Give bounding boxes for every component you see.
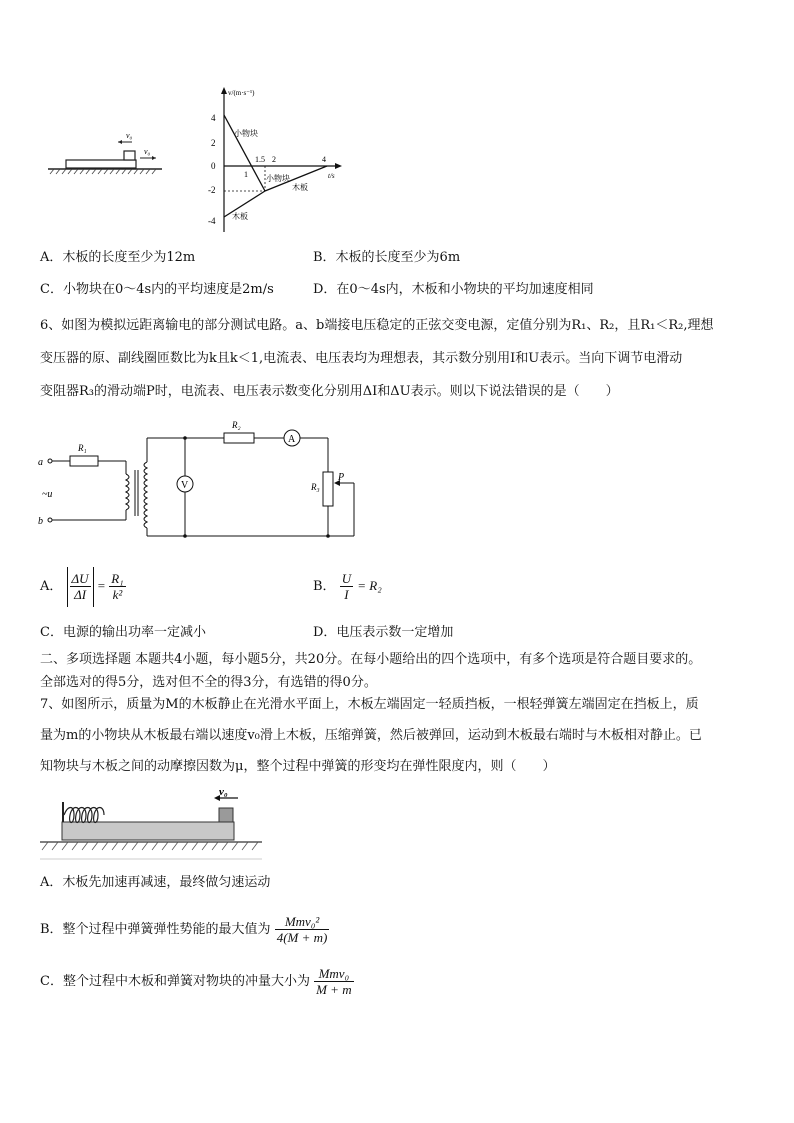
section2-line2: 全部选对的得5分，选对但不全的得3分，有选错的得0分。 bbox=[40, 675, 377, 690]
q6-option-a: A． $\frac{\Delta U}{\Delta I}$ = $\frac{\text{R₁}}{\text{k²}}$ bbox=[40, 566, 126, 606]
q5-option-d: D．在0～4s内，木板和小物块的平均加速度相同 bbox=[313, 282, 594, 297]
q7-option-b: B．整个过程中弹簧弹性势能的最大值为 $\frac{\text{Mmv₀²}}{4(M + m)}$ bbox=[40, 914, 328, 945]
q5-option-b: B．木板的长度至少为6m bbox=[313, 250, 461, 265]
y-tick-2: 2 bbox=[211, 138, 216, 148]
small-block bbox=[124, 151, 135, 160]
label-board-lower: 木板 bbox=[232, 212, 248, 221]
voltmeter-label: V bbox=[181, 480, 189, 491]
block-line bbox=[224, 115, 265, 191]
slider-p-label: P bbox=[338, 472, 345, 483]
q6-stem-line3: 变阻器R₃的滑动端P时，电流表、电压表示数变化分别用ΔI和ΔU表示。则以下说法错误的是（ ） bbox=[40, 384, 619, 399]
label-block-upper: 小物块 bbox=[234, 129, 258, 138]
y-tick-0: 0 bbox=[211, 161, 216, 171]
x-tick-1: 1 bbox=[244, 170, 248, 179]
q7-stem-line1: 7、如图所示，质量为M的木板静止在光滑水平面上，木板左端固定一轻质挡板，一根轻弹簧左端固定在挡板上，质 bbox=[40, 697, 699, 712]
rheostat-r3 bbox=[323, 472, 333, 506]
resistor-r2 bbox=[224, 433, 254, 443]
v0-label: v₀ bbox=[219, 786, 228, 798]
q5-option-a: A．木板的长度至少为12m bbox=[40, 250, 196, 265]
q7-stem-line3: 知物块与木板之间的动摩擦因数为μ，整个过程中弹簧的形变均在弹性限度内，则（ ） bbox=[40, 759, 556, 774]
q6-option-d: D．电压表示数一定增加 bbox=[313, 625, 454, 640]
q7-option-c: C．整个过程中木板和弹簧对物块的冲量大小为 $\frac{\text{Mmv₀}}{M + m}$ bbox=[40, 966, 352, 997]
spring bbox=[64, 808, 104, 823]
x-tick-4: 4 bbox=[322, 155, 326, 164]
q7-option-a: A．木板先加速再减速，最终做匀速运动 bbox=[40, 875, 271, 890]
source-label: ~u bbox=[42, 489, 53, 500]
x-axis-label: t/s bbox=[328, 172, 335, 180]
r2-label: R₂ bbox=[232, 420, 241, 430]
y-axis-label: v/(m·s⁻¹) bbox=[228, 89, 255, 97]
v0-board-label: v₀ bbox=[144, 147, 151, 156]
y-tick-4: 4 bbox=[211, 113, 216, 123]
board-with-spring bbox=[62, 822, 234, 840]
v0-block-label: v₀ bbox=[126, 131, 133, 140]
terminal-a: a bbox=[38, 457, 43, 468]
board-block-figure bbox=[40, 120, 170, 180]
x-tick-1-5: 1.5 bbox=[255, 155, 265, 164]
q6-option-b: B． $\frac{U}{I}$ = R₂ bbox=[313, 571, 382, 602]
q5-option-c: C．小物块在0～4s内的平均速度是2m/s bbox=[40, 282, 274, 297]
y-tick-neg2: -2 bbox=[208, 185, 216, 195]
q6-stem-line2: 变压器的原、副线圈匝数比为k且k＜1,电流表、电压表均为理想表，其示数分别用I和U表示。当向下调节电滑动 bbox=[40, 351, 683, 366]
label-board-right: 木板 bbox=[292, 183, 308, 192]
x-tick-2: 2 bbox=[272, 155, 276, 164]
section2-line1: 二、多项选择题 本题共4小题，每小题5分，共20分。在每小题给出的四个选项中，有多个选项是符合题目要求的。 bbox=[40, 652, 702, 667]
r1-label: R₁ bbox=[78, 443, 87, 453]
ammeter-label: A bbox=[288, 434, 296, 445]
block-m bbox=[219, 808, 233, 822]
y-tick-neg4: -4 bbox=[208, 216, 216, 226]
velocity-time-graph bbox=[208, 84, 348, 236]
terminal-b: b bbox=[38, 516, 43, 527]
q7-stem-line2: 量为m的小物块从木板最右端以速度v₀滑上木板，压缩弹簧，然后被弹回，运动到木板最右端时与木板相对静止。已 bbox=[40, 728, 702, 743]
resistor-r1 bbox=[70, 456, 98, 466]
transmission-circuit bbox=[38, 412, 368, 546]
r3-label: R₃ bbox=[311, 482, 320, 492]
q6-stem-line1: 6、如图为模拟远距离输电的部分测试电路。a、b端接电压稳定的正弦交变电源，定值分别为R₁、R₂，且R₁＜R₂,理想 bbox=[40, 318, 714, 333]
label-block-lower: 小物块 bbox=[266, 174, 290, 183]
q6-option-c: C．电源的输出功率一定减小 bbox=[40, 625, 206, 640]
spring-board-figure bbox=[38, 786, 268, 862]
board bbox=[66, 160, 136, 168]
